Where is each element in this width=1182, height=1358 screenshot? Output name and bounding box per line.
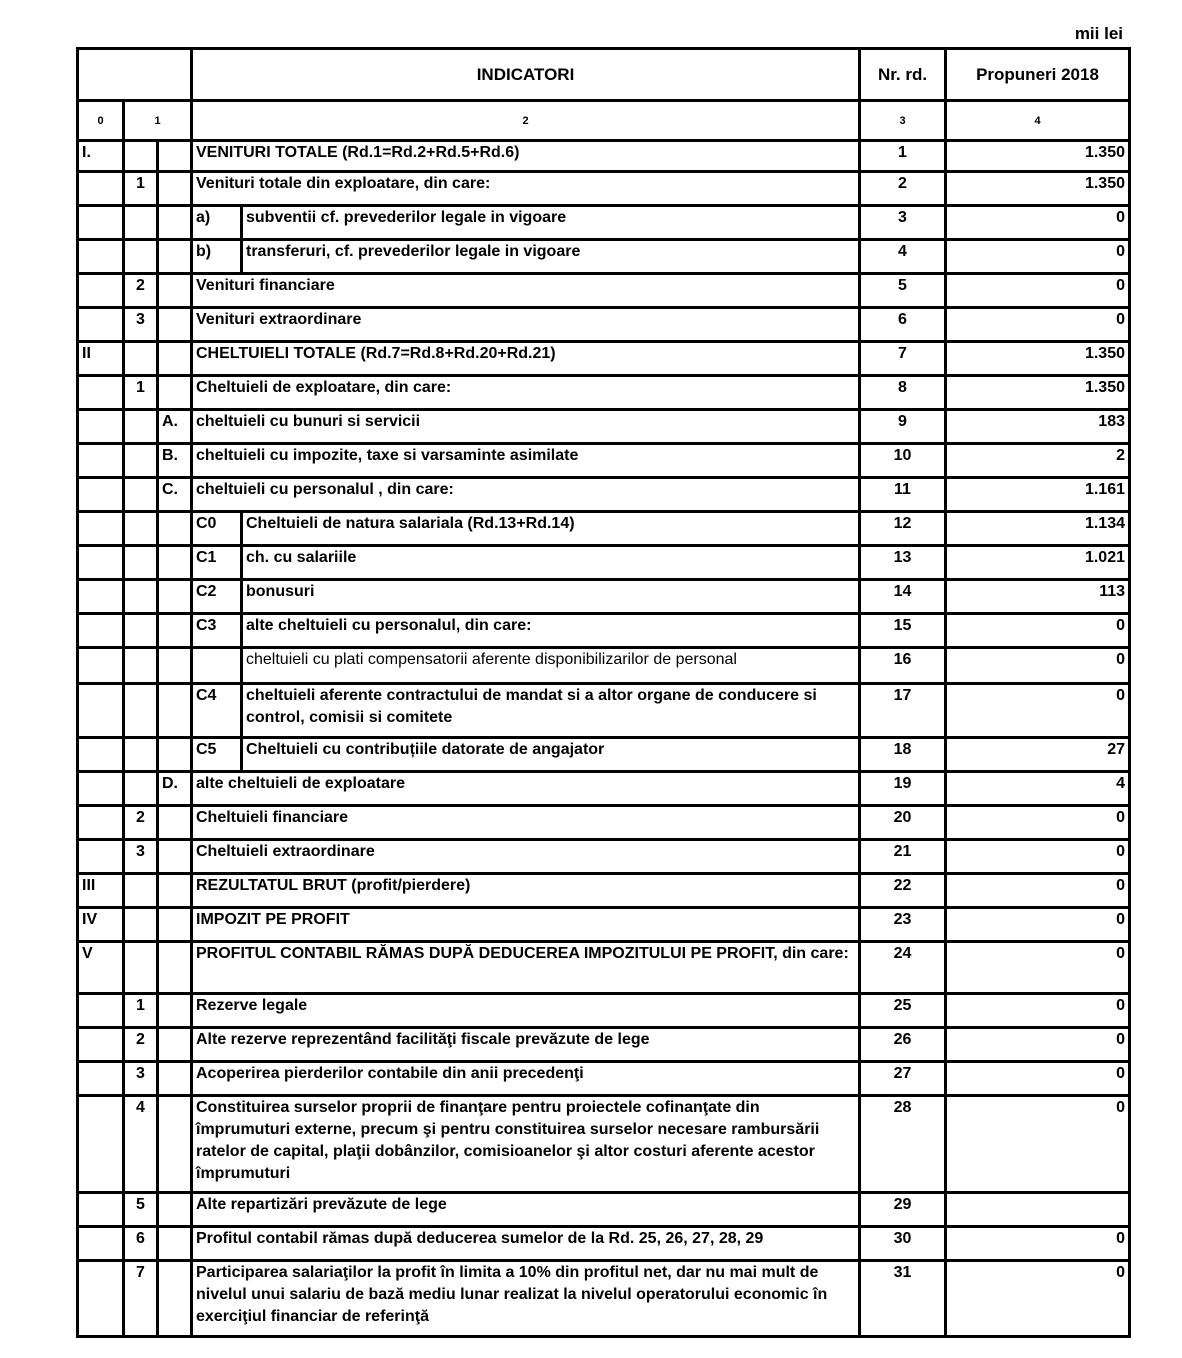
row-letter-cell [158,614,192,648]
row-number-cell [124,342,158,376]
row-nr-cell: 12 [860,512,946,546]
row-nr-cell: 23 [860,908,946,942]
row-section-cell: V [78,942,124,994]
row-nr-cell: 13 [860,546,946,580]
row-letter-cell [158,240,192,274]
row-number-cell [124,738,158,772]
row-label: cheltuieli aferente contractului de mandat si a altor organe de conducere si control, comisii si comitete [242,684,860,738]
table-row [78,546,1130,580]
row-nr-cell: 9 [860,410,946,444]
row-nr-cell: 15 [860,614,946,648]
row-nr-cell: 10 [860,444,946,478]
row-section-cell [78,1028,124,1062]
row-nr-cell: 16 [860,648,946,684]
row-label: cheltuieli cu plati compensatorii aferente disponibilizarilor de personal [242,648,860,684]
row-number-cell [124,580,158,614]
row-label: Cheltuieli de exploatare, din care: [192,376,860,410]
row-letter-cell [158,994,192,1028]
row-number-cell [124,874,158,908]
row-letter-cell [158,141,192,172]
row-label: VENITURI TOTALE (Rd.1=Rd.2+Rd.5+Rd.6) [192,141,860,172]
row-nr-cell: 6 [860,308,946,342]
row-label: Venituri financiare [192,274,860,308]
row-label: ch. cu salariile [242,546,860,580]
row-nr-cell: 29 [860,1193,946,1227]
row-value-cell: 0 [946,1062,1130,1096]
row-label: Alte rezerve reprezentând facilităţi fiscale prevăzute de lege [192,1028,860,1062]
table-row [78,172,1130,206]
col-number-2: 2 [192,101,860,141]
row-section-cell [78,206,124,240]
row-number-cell: 2 [124,806,158,840]
row-letter-cell [158,376,192,410]
row-number-cell: 3 [124,308,158,342]
row-label: Alte repartizări prevăzute de lege [192,1193,860,1227]
row-number-cell [124,648,158,684]
row-letter-cell: C. [158,478,192,512]
table-row [78,410,1130,444]
row-value-cell: 0 [946,874,1130,908]
row-section-cell: III [78,874,124,908]
row-subcode-cell: b) [192,240,242,274]
row-section-cell [78,614,124,648]
col-number-3: 3 [860,101,946,141]
row-value-cell: 27 [946,738,1130,772]
table-row [78,478,1130,512]
col-number-0: 0 [78,101,124,141]
budget-table [76,47,1131,1338]
row-number-cell [124,444,158,478]
row-section-cell [78,546,124,580]
row-section-cell [78,1096,124,1193]
table-row [78,994,1130,1028]
row-section-cell [78,308,124,342]
row-nr-cell: 19 [860,772,946,806]
row-value-cell: 0 [946,240,1130,274]
row-subcode-cell [192,648,242,684]
row-value-cell: 0 [946,840,1130,874]
table-row [78,444,1130,478]
row-number-cell [124,512,158,546]
row-value-cell: 1.350 [946,141,1130,172]
table-row [78,942,1130,994]
row-value-cell: 113 [946,580,1130,614]
row-section-cell [78,840,124,874]
row-nr-cell: 26 [860,1028,946,1062]
row-letter-cell [158,648,192,684]
table-row [78,772,1130,806]
row-subcode-cell: C3 [192,614,242,648]
row-number-cell: 3 [124,840,158,874]
row-value-cell: 1.350 [946,342,1130,376]
row-section-cell [78,240,124,274]
row-nr-cell: 28 [860,1096,946,1193]
table-header-row [78,49,1130,101]
row-letter-cell [158,1062,192,1096]
row-number-cell [124,410,158,444]
row-label: bonusuri [242,580,860,614]
row-label: Constituirea surselor proprii de finanţare pentru proiectele cofinanţate din împrumuturi externe, precum şi pentru constituirea surselor necesare rambursării ratelor de capital, plaţii dobânzilor, comisioanelor şi altor costuri aferente acestor împrumuturi [192,1096,860,1193]
row-nr-cell: 27 [860,1062,946,1096]
table-row [78,684,1130,738]
row-section-cell [78,410,124,444]
header-nr-rd: Nr. rd. [860,49,946,101]
row-value-cell: 0 [946,1028,1130,1062]
row-label: Cheltuieli cu contribuțiile datorate de angajator [242,738,860,772]
col-number-4: 4 [946,101,1130,141]
row-section-cell [78,172,124,206]
row-section-cell [78,806,124,840]
row-number-cell: 1 [124,376,158,410]
table-row [78,512,1130,546]
row-label: Venituri totale din exploatare, din care: [192,172,860,206]
table-row [78,1062,1130,1096]
row-section-cell [78,1261,124,1337]
row-value-cell: 0 [946,1261,1130,1337]
table-row [78,908,1130,942]
row-section-cell [78,274,124,308]
table-row [78,1028,1130,1062]
row-value-cell: 1.161 [946,478,1130,512]
row-value-cell: 0 [946,1096,1130,1193]
row-number-cell [124,684,158,738]
row-number-cell: 5 [124,1193,158,1227]
table-row [78,806,1130,840]
row-nr-cell: 4 [860,240,946,274]
row-nr-cell: 22 [860,874,946,908]
row-label: Participarea salariaţilor la profit în limita a 10% din profitul net, dar nu mai mult de nivelul unui salariu de bază mediu lunar realizat la nivelul operatorului economic în exerciţiul financiar de referinţă [192,1261,860,1337]
row-value-cell: 2 [946,444,1130,478]
row-section-cell [78,994,124,1028]
row-subcode-cell: C0 [192,512,242,546]
row-label: cheltuieli cu impozite, taxe si varsaminte asimilate [192,444,860,478]
row-value-cell: 0 [946,942,1130,994]
row-value-cell: 4 [946,772,1130,806]
row-nr-cell: 30 [860,1227,946,1261]
row-nr-cell: 3 [860,206,946,240]
table-row [78,342,1130,376]
row-value-cell: 0 [946,274,1130,308]
row-letter-cell [158,840,192,874]
table-row [78,240,1130,274]
row-letter-cell: A. [158,410,192,444]
table-row [78,206,1130,240]
row-nr-cell: 8 [860,376,946,410]
header-propuneri: Propuneri 2018 [946,49,1130,101]
row-number-cell: 2 [124,274,158,308]
row-value-cell: 0 [946,908,1130,942]
row-letter-cell [158,1028,192,1062]
table-row [78,614,1130,648]
header-blank-cell [78,49,192,101]
row-letter-cell [158,206,192,240]
row-letter-cell [158,1096,192,1193]
row-letter-cell [158,274,192,308]
row-subcode-cell: C5 [192,738,242,772]
table-row [78,648,1130,684]
column-number-row [78,101,1130,141]
row-section-cell [78,580,124,614]
row-subcode-cell: a) [192,206,242,240]
row-number-cell [124,772,158,806]
row-value-cell: 0 [946,308,1130,342]
row-number-cell: 7 [124,1261,158,1337]
row-value-cell: 1.350 [946,376,1130,410]
table-row [78,376,1130,410]
row-section-cell [78,512,124,546]
table-row [78,141,1130,172]
row-letter-cell [158,738,192,772]
unit-label: mii lei [1074,24,1123,43]
row-value-cell: 0 [946,614,1130,648]
row-label: Acoperirea pierderilor contabile din anii precedenţi [192,1062,860,1096]
row-section-cell: I. [78,141,124,172]
row-section-cell [78,1062,124,1096]
row-nr-cell: 20 [860,806,946,840]
row-number-cell [124,546,158,580]
row-label: IMPOZIT PE PROFIT [192,908,860,942]
row-label: Profitul contabil rămas după deducerea sumelor de la Rd. 25, 26, 27, 28, 29 [192,1227,860,1261]
row-subcode-cell: C2 [192,580,242,614]
row-label: Cheltuieli de natura salariala (Rd.13+Rd.14) [242,512,860,546]
row-nr-cell: 14 [860,580,946,614]
row-letter-cell: B. [158,444,192,478]
row-nr-cell: 21 [860,840,946,874]
row-letter-cell [158,874,192,908]
row-letter-cell [158,806,192,840]
row-value-cell: 0 [946,206,1130,240]
row-section-cell [78,1193,124,1227]
row-value-cell: 0 [946,684,1130,738]
table-row [78,874,1130,908]
row-letter-cell [158,1261,192,1337]
row-section-cell [78,478,124,512]
table-row [78,1261,1130,1337]
table-row [78,580,1130,614]
row-number-cell [124,141,158,172]
table-row [78,274,1130,308]
row-value-cell: 1.350 [946,172,1130,206]
table-row [78,840,1130,874]
row-value-cell: 0 [946,994,1130,1028]
row-value-cell: 183 [946,410,1130,444]
row-number-cell [124,614,158,648]
row-letter-cell [158,342,192,376]
row-label: Cheltuieli financiare [192,806,860,840]
row-number-cell [124,478,158,512]
row-letter-cell [158,580,192,614]
row-section-cell [78,684,124,738]
row-number-cell [124,908,158,942]
row-number-cell: 6 [124,1227,158,1261]
table-row [78,308,1130,342]
row-letter-cell [158,908,192,942]
col-number-1: 1 [124,101,192,141]
table-row [78,1096,1130,1193]
row-label: Venituri extraordinare [192,308,860,342]
row-section-cell [78,376,124,410]
header-indicatori: INDICATORI [192,49,860,101]
row-label: alte cheltuieli de exploatare [192,772,860,806]
row-nr-cell: 25 [860,994,946,1028]
row-section-cell [78,648,124,684]
row-number-cell: 3 [124,1062,158,1096]
row-nr-cell: 2 [860,172,946,206]
row-nr-cell: 24 [860,942,946,994]
row-number-cell: 2 [124,1028,158,1062]
row-subcode-cell: C1 [192,546,242,580]
row-subcode-cell: C4 [192,684,242,738]
row-letter-cell [158,1193,192,1227]
table-row [78,1227,1130,1261]
row-number-cell: 1 [124,172,158,206]
row-letter-cell [158,1227,192,1261]
row-nr-cell: 18 [860,738,946,772]
row-nr-cell: 17 [860,684,946,738]
row-nr-cell: 1 [860,141,946,172]
row-number-cell: 1 [124,994,158,1028]
row-label: REZULTATUL BRUT (profit/pierdere) [192,874,860,908]
row-label: alte cheltuieli cu personalul, din care: [242,614,860,648]
row-section-cell: IV [78,908,124,942]
row-value-cell [946,1193,1130,1227]
row-number-cell [124,206,158,240]
row-nr-cell: 11 [860,478,946,512]
row-section-cell [78,738,124,772]
row-letter-cell: D. [158,772,192,806]
row-label: subventii cf. prevederilor legale in vigoare [242,206,860,240]
row-letter-cell [158,308,192,342]
row-nr-cell: 7 [860,342,946,376]
row-value-cell: 0 [946,806,1130,840]
row-letter-cell [158,684,192,738]
table-row [78,1193,1130,1227]
row-number-cell: 4 [124,1096,158,1193]
row-label: cheltuieli cu bunuri si servicii [192,410,860,444]
table-row [78,738,1130,772]
row-label: Cheltuieli extraordinare [192,840,860,874]
row-number-cell [124,942,158,994]
row-section-cell [78,772,124,806]
row-nr-cell: 31 [860,1261,946,1337]
row-section-cell: II [78,342,124,376]
row-label: PROFITUL CONTABIL RĂMAS DUPĂ DEDUCEREA IMPOZITULUI PE PROFIT, din care: [192,942,860,994]
row-section-cell [78,1227,124,1261]
row-letter-cell [158,512,192,546]
row-label: cheltuieli cu personalul , din care: [192,478,860,512]
row-value-cell: 1.021 [946,546,1130,580]
row-value-cell: 1.134 [946,512,1130,546]
row-label: transferuri, cf. prevederilor legale in vigoare [242,240,860,274]
row-letter-cell [158,942,192,994]
row-section-cell [78,444,124,478]
row-letter-cell [158,546,192,580]
row-letter-cell [158,172,192,206]
row-label: CHELTUIELI TOTALE (Rd.7=Rd.8+Rd.20+Rd.21) [192,342,860,376]
row-nr-cell: 5 [860,274,946,308]
row-value-cell: 0 [946,1227,1130,1261]
row-number-cell [124,240,158,274]
row-value-cell: 0 [946,648,1130,684]
row-label: Rezerve legale [192,994,860,1028]
